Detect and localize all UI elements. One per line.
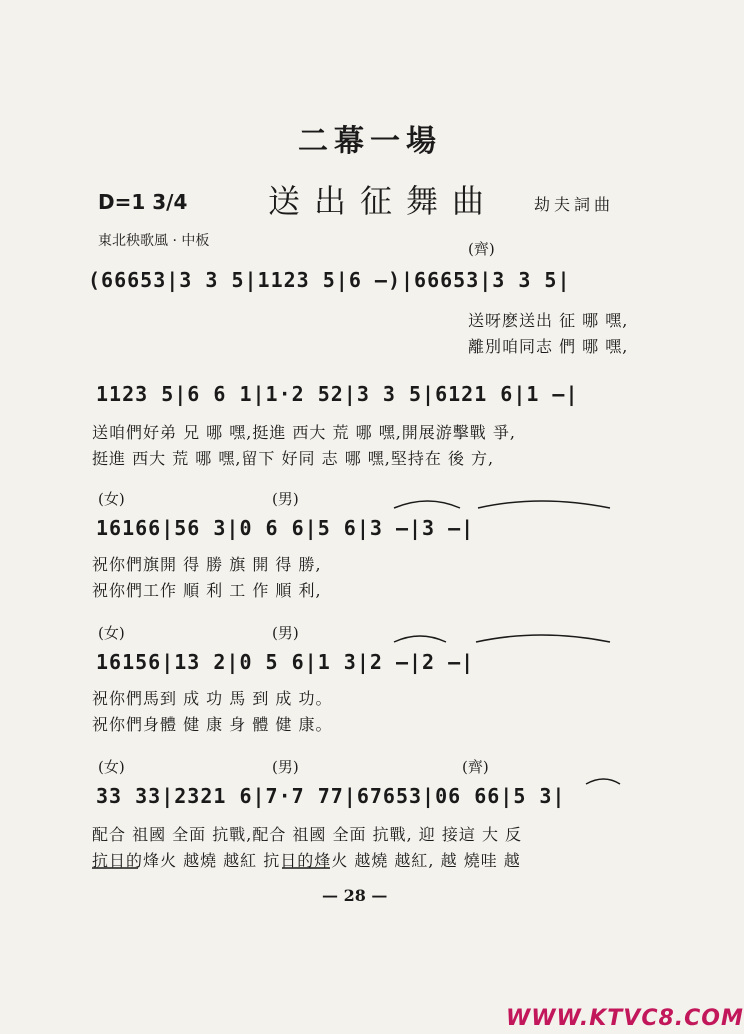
key-signature: D=1 3/4 [98,190,188,214]
slur-mark [586,779,620,784]
slur-mark [478,501,610,508]
notation-line: 1123 5|6 6 1|1·2 52|3 3 5|6121 6|1 —| [96,382,579,406]
voice-label: (男) [272,758,299,776]
voice-label: (男) [272,624,299,642]
lyric-line: 祝你們身體 健 康 身 體 健 康。 [92,715,333,734]
page-heading: 二幕一場 [298,124,442,159]
lyric-line: 送呀麽送出 征 哪 嘿, [468,311,629,330]
notation-line: (66653|3 3 5|1123 5|6 —)|66653|3 3 5| [88,268,571,292]
lyric-line: 祝你們馬到 成 功 馬 到 成 功。 [92,689,333,708]
lyric-line: 祝你們旗開 得 勝 旗 開 得 勝, [92,555,322,574]
lyric-line: 配合 祖國 全面 抗戰,配合 祖國 全面 抗戰, 迎 接這 大 反 [92,825,523,844]
lyric-line: 離別咱同志 們 哪 嘿, [468,337,629,356]
slur-mark [476,635,610,642]
slur-mark [394,636,446,642]
voice-label: (齊) [468,240,495,258]
voice-label: (男) [272,490,299,508]
lyric-line: 挺進 西大 荒 哪 嘿,留下 好同 志 哪 嘿,堅持在 後 方, [92,449,495,468]
notation-line: 33 33|2321 6|7·7 77|67653|06 66|5 3| [96,784,566,808]
lyric-line: 送咱們好弟 兄 哪 嘿,挺進 西大 荒 哪 嘿,開展游擊戰 爭, [92,423,516,442]
voice-label: (齊) [462,758,489,776]
notation-line: 16166|56 3|0 6 6|5 6|3 —|3 —| [96,516,475,540]
composer-credit: 劫夫詞曲 [534,195,615,214]
slur-mark [394,501,460,508]
tempo-marking: 東北秧歌風 · 中板 [98,233,210,249]
lyric-line: 抗日的烽火 越燒 越紅 抗日的烽火 越燒 越紅, 越 燒哇 越 [92,851,521,870]
voice-label: (女) [98,490,125,508]
page-number: — 28 — [322,886,388,905]
notation-line: 16156|13 2|0 5 6|1 3|2 —|2 —| [96,650,475,674]
lyric-line: 祝你們工作 順 利 工 作 順 利, [92,581,322,600]
voice-label: (女) [98,758,125,776]
song-title: 送出征舞曲 [268,182,499,220]
voice-label: (女) [98,624,125,642]
watermark: WWW.KTVC8.COM [506,1006,744,1031]
